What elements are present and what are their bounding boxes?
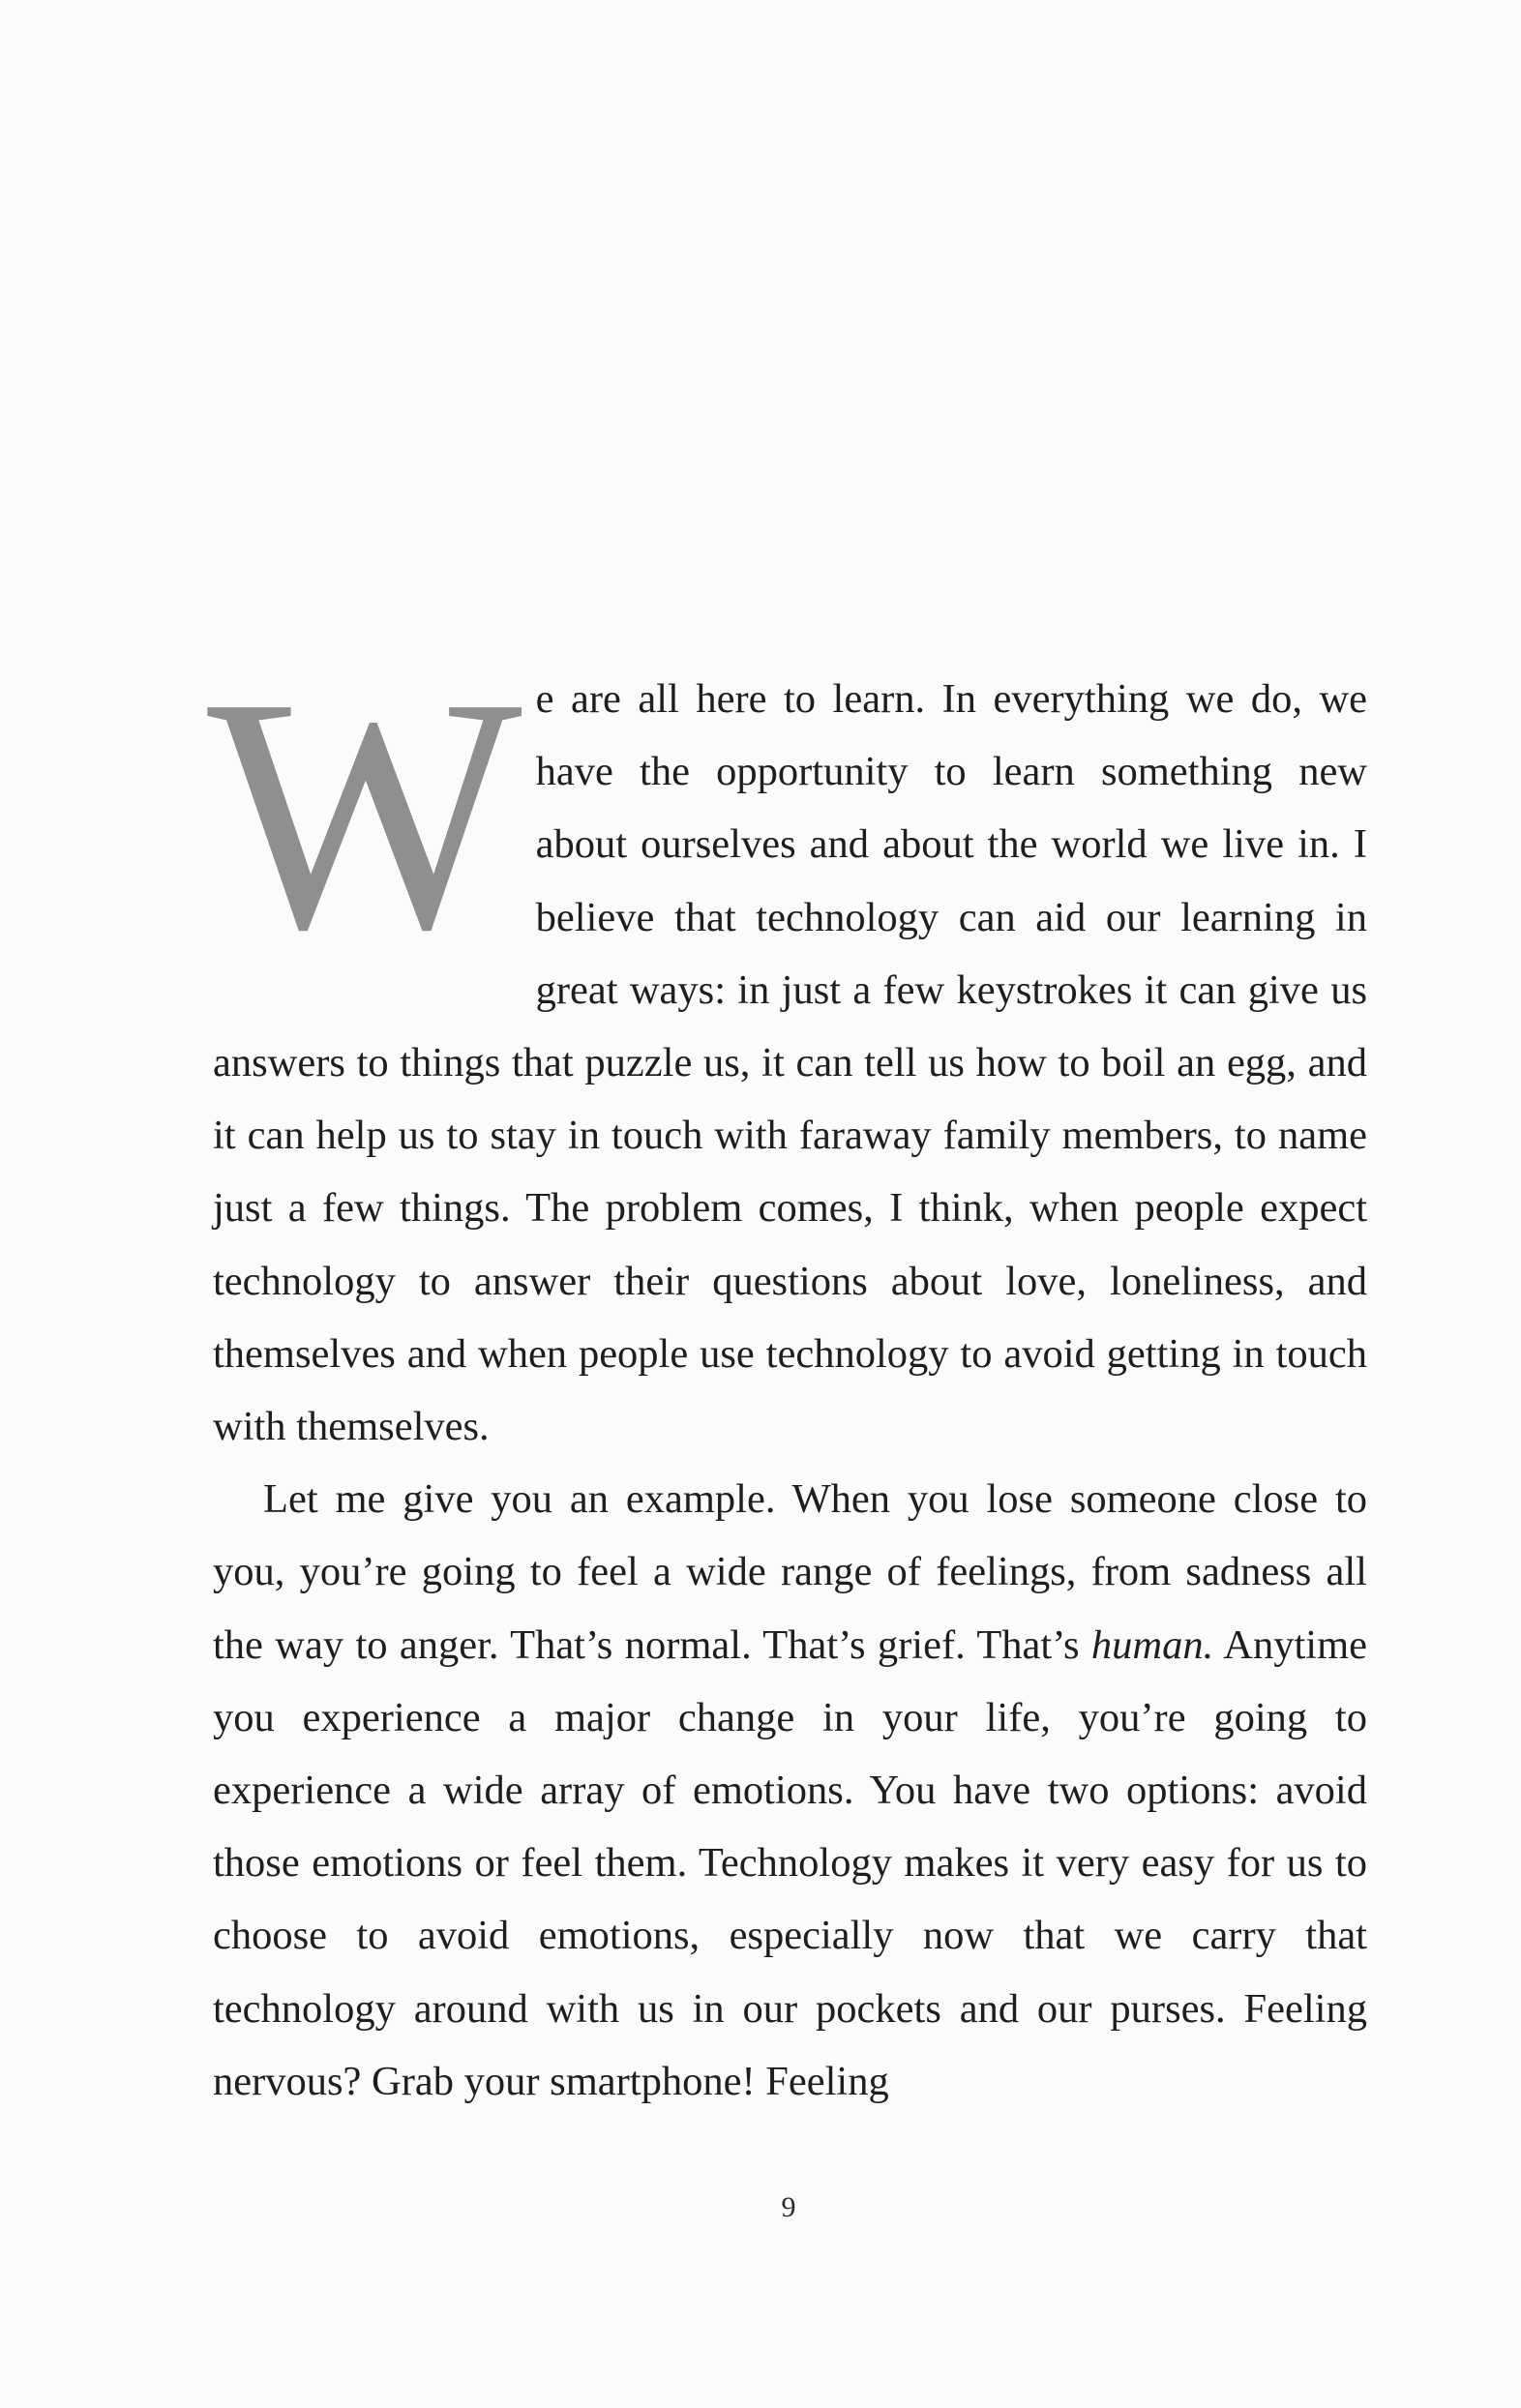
- paragraph-1-text: e are all here to learn. In everything we do, we have the opportunity to learn something new about ourselves and about the world we live in. I believe that technology can aid our learning in great ways: in just a few keystrokes it can give us answers to things that puzzle us, it can tell us how to boil an egg, and it can help us to stay in touch with faraway family members, to name just a few things. The problem comes, I think, when people expect technology to answer their questions about love, loneliness, and themselves and when people use technology to avoid getting in touch with themselves.: [213, 676, 1367, 1450]
- drop-cap: W: [207, 629, 522, 998]
- paragraph-1: [207, 629, 1367, 1463]
- page-number: 9: [781, 2191, 796, 2223]
- emphasis-human: human.: [1090, 1621, 1214, 1668]
- paragraph-2: [213, 1463, 1367, 2118]
- paragraph-2-text-b: Anytime you experience a major change in your life, you’re going to experience a wide array of emotions. You have two options: avoid those emotions or feel them. Technology makes it very easy for us to choose to avoid emotions, especially now that we carry that technology around with us in our pockets and our purses. Feeling nervous? Grab your smartphone! Feeling: [213, 1621, 1367, 2104]
- paragraph-2-text-a: Let me give you an example. When you lose someone close to you, you’re going to feel a wide range of feelings, from sadness all the way to anger. That’s normal. That’s grief. That’s: [213, 1476, 1367, 1668]
- body-text: [207, 629, 1367, 2118]
